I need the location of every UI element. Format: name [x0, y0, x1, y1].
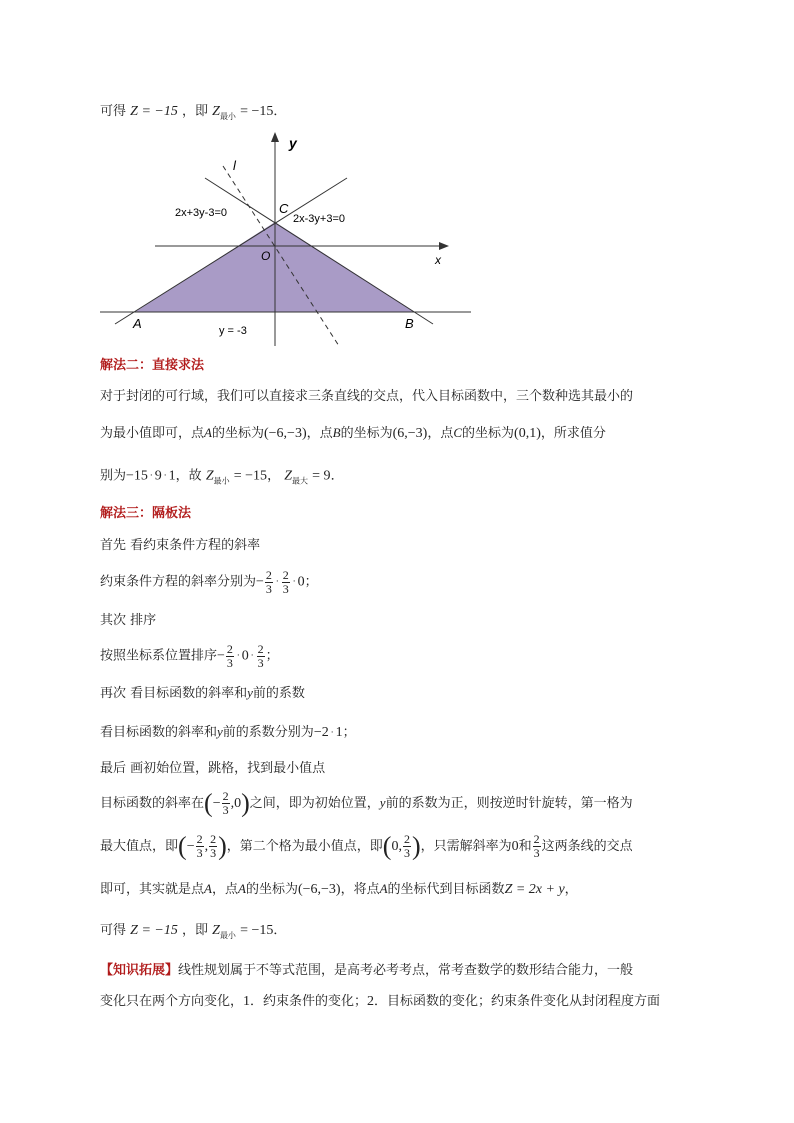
m3-paragraph-line1: 目标函数的斜率在(− $\frac{2}{3}$ ,0)之间，即为初始位置，y前的系数为正，则按逆时针旋转，第一格为 [100, 788, 633, 818]
fraction-2-3: $\frac{2}{3}$ [533, 832, 540, 860]
eq-bottom-label: y = -3 [219, 325, 247, 337]
m3-step2-detail: 按照坐标系位置排序− $\frac{2}{3}$ · 0 · $\frac{2}{3}$ ； [100, 641, 279, 670]
result-line-bottom: 可得 Z = −15 ，即 $Z_{最小} = -15$． [100, 923, 287, 940]
m3-step1: 首先 看约束条件方程的斜率 [100, 538, 261, 553]
y-axis-arrow [271, 132, 279, 142]
knowledge-extension-tag: 【知识拓展】 [100, 963, 179, 978]
eq-left-label: 2x+3y-3=0 [175, 207, 227, 219]
fraction-2-3: $\frac{2}{3}$ [222, 789, 229, 817]
fraction-2-3: $\frac{2}{3}$ [257, 641, 264, 670]
result-line-top: 可得 Z = −15 ，即 $Z_{最小} = -15$． [100, 104, 287, 121]
knowledge-extension-line1: 【知识拓展】线性规划属于不等式范围，是高考必考考点，常考查数学的数形结合能力，一般 [100, 963, 634, 978]
m2-paragraph-line1: 对于封闭的可行域，我们可以直接求三条直线的交点，代入目标函数中，三个数种选其最小的 [100, 389, 634, 404]
method2-title: 解法二：直接求法 [100, 358, 205, 373]
x-axis-label: x [435, 253, 441, 267]
m2-paragraph-line3: 别为−15 · 9 · 1，故 $Z_{最小} = -15$， $Z_{最大} = 9$． [100, 468, 344, 486]
point-a-label: A [133, 316, 142, 331]
origin-label: O [261, 249, 271, 263]
method3-title: 解法三：隔板法 [100, 506, 192, 521]
m3-step3: 再次 看目标函数的斜率和y前的系数 [100, 685, 305, 701]
m3-paragraph-line3: 即可，其实就是点A，点A的坐标为(−6,−3)，将点A的坐标代到目标函数Z = 2x + y， [100, 881, 578, 897]
m3-step2: 其次 排序 [100, 613, 157, 628]
fraction-2-3: $\frac{2}{3}$ [210, 832, 217, 860]
feasible-region-figure [95, 130, 480, 350]
eq-right-label: 2x-3y+3=0 [293, 213, 345, 225]
fraction-2-3: $\frac{2}{3}$ [282, 567, 289, 596]
line-l-label: l [233, 158, 236, 173]
fraction-2-3: $\frac{2}{3}$ [196, 832, 203, 860]
m3-step4: 最后 画初始位置，跳格，找到最小值点 [100, 761, 326, 776]
fraction-2-3: $\frac{2}{3}$ [226, 641, 233, 670]
m2-paragraph-line2: 为最小值即可，点A的坐标为(−6,−3)，点B的坐标为(6,−3)，点C的坐标为(0,1)，所求值分 [100, 425, 606, 441]
x-axis-arrow [439, 242, 449, 250]
knowledge-extension-line2: 变化只在两个方向变化，1．约束条件的变化；2．目标函数的变化；约束条件变化从封闭程度方面 [100, 994, 661, 1009]
point-c-label: C [279, 201, 289, 216]
y-axis-label: y [289, 135, 297, 151]
m3-step3-detail: 看目标函数的斜率和y前的系数分别为−2 · 1； [100, 724, 356, 740]
fraction-2-3: $\frac{2}{3}$ [403, 832, 410, 860]
m3-step1-detail: 约束条件方程的斜率分别为− $\frac{2}{3}$ · $\frac{2}{3}$ · 0； [100, 567, 318, 596]
point-b-label: B [405, 316, 414, 331]
fraction-2-3: $\frac{2}{3}$ [265, 567, 272, 596]
m3-paragraph-line2: 最大值点，即(− $\frac{2}{3}$ , $\frac{2}{3}$ )，第二个格为最小值点，即(0, $\frac{2}{3}$ )，只需解斜率为0和 $\frac{2}{3}$ 这两条线的交点 [100, 831, 633, 861]
